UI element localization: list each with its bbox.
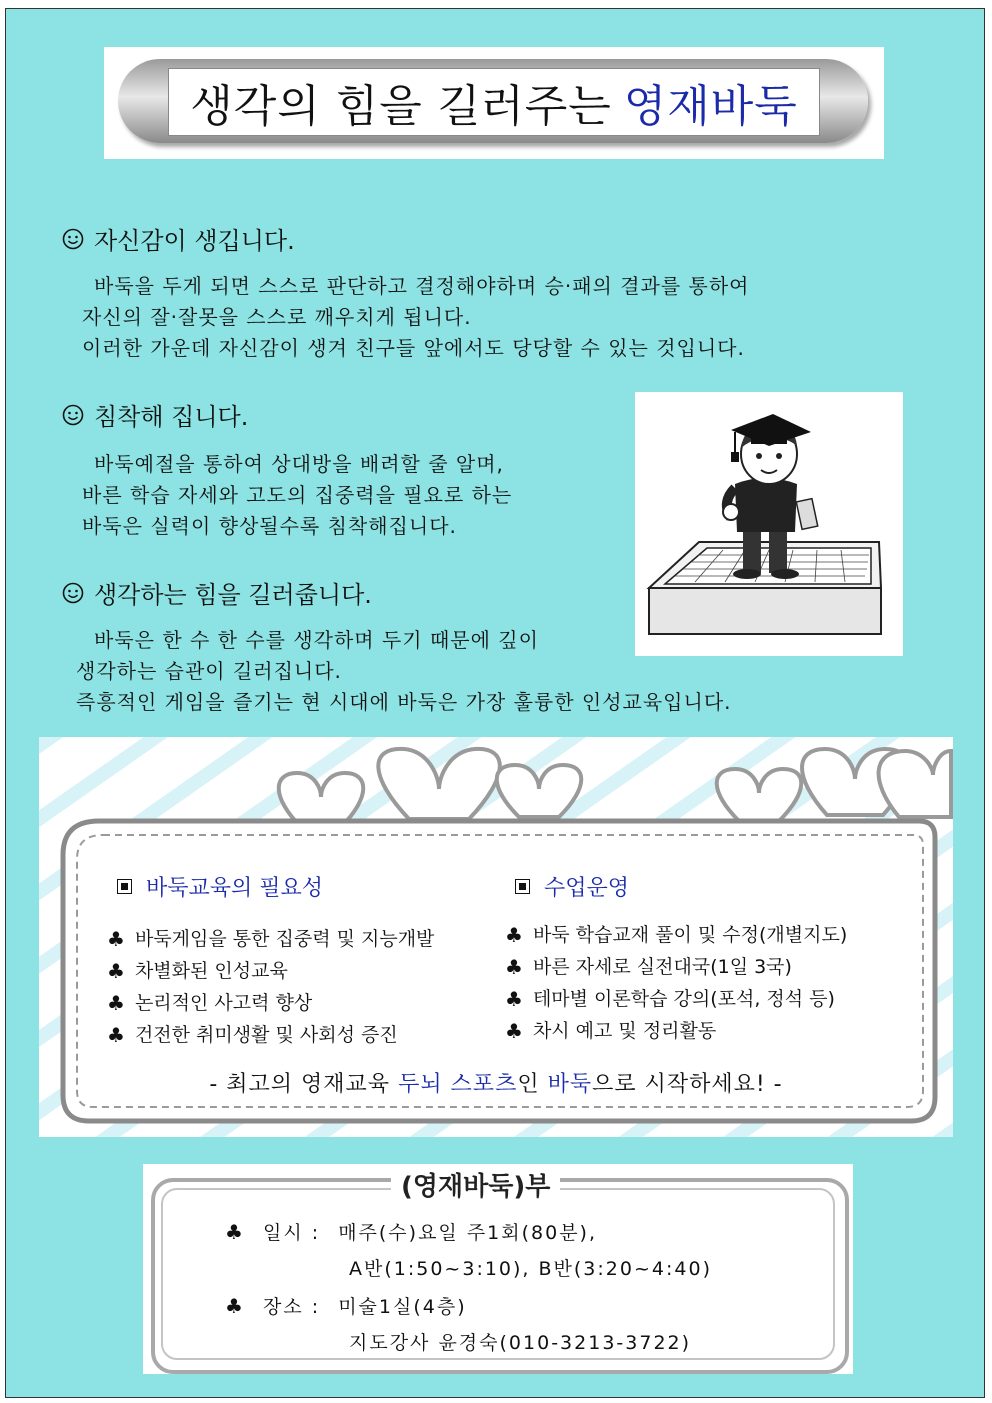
place-value: 미술1실(4층)	[338, 1296, 467, 1318]
club-icon: ♣	[505, 955, 523, 979]
item-text: 건전한 취미생활 및 사회성 증진	[134, 1024, 398, 1046]
slogan-highlight: 두뇌 스포츠	[398, 1072, 518, 1097]
item-text: 차시 예고 및 정리활동	[532, 1020, 717, 1042]
body-line: 바둑예절을 통하여 상대방을 배려할 줄 알며,	[94, 452, 504, 476]
club-icon: ♣	[505, 987, 523, 1011]
body-line: 자신의 잘·잘못을 스스로 깨우치게 됩니다.	[82, 305, 472, 329]
time-label: 일시 :	[262, 1222, 321, 1244]
heading-text: 생각하는 힘을 길러줍니다.	[94, 581, 372, 609]
list-item	[107, 1019, 434, 1051]
title-main: 생각의 힘을 길러주는	[190, 81, 612, 132]
section-body-calm	[82, 449, 512, 542]
section-heading-confidence	[62, 221, 295, 256]
club-info-box	[143, 1164, 853, 1374]
slogan-part: - 최고의 영재교육	[209, 1072, 399, 1097]
body-line: 바둑을 두게 되면 스스로 판단하고 결정해야하며 승·패의 결과를 통하여	[94, 274, 750, 298]
body-line: 바른 학습 자세와 고도의 집중력을 필요로 하는	[82, 483, 513, 507]
body-line: 생각하는 습관이 길러집니다.	[76, 659, 342, 683]
club-icon: ♣	[107, 927, 125, 951]
operation-title-text: 수업운영	[544, 876, 630, 901]
section-heading-thinking	[62, 575, 372, 610]
go-student-illustration	[635, 392, 903, 656]
section-body-thinking	[76, 625, 732, 718]
item-text: 바른 자세로 실전대국(1일 3국)	[532, 956, 792, 978]
banner-frame	[118, 59, 868, 143]
club-icon: ♣	[225, 1294, 245, 1318]
club-time-row	[225, 1218, 597, 1245]
student-on-go-board-image	[635, 392, 903, 656]
slogan	[39, 1067, 953, 1098]
club-icon: ♣	[107, 991, 125, 1015]
slogan-part: 으로 시작하세요! -	[592, 1072, 783, 1097]
list-item	[505, 951, 847, 983]
operation-list	[505, 919, 847, 1047]
club-icon: ♣	[107, 1023, 125, 1047]
section-heading-calm	[62, 397, 248, 432]
club-title: (영재바둑)부	[391, 1166, 560, 1203]
section-body-confidence	[82, 271, 750, 364]
club-icon: ♣	[107, 959, 125, 983]
body-line: 즉흥적인 게임을 즐기는 현 시대에 바둑은 가장 훌륭한 인성교육입니다.	[76, 690, 732, 714]
slogan-part: 인	[517, 1072, 548, 1097]
smile-icon	[62, 582, 84, 604]
list-item	[505, 1015, 847, 1047]
item-text: 테마별 이론학습 강의(포석, 정석 등)	[532, 988, 835, 1010]
education-info-panel	[39, 737, 953, 1137]
page-title	[168, 68, 820, 136]
slogan-highlight: 바둑	[547, 1072, 593, 1097]
title-banner	[104, 47, 884, 159]
body-line: 바둑은 한 수 한 수를 생각하며 두기 때문에 깊이	[94, 628, 539, 652]
body-line: 이러한 가운데 자신감이 생겨 친구들 앞에서도 당당할 수 있는 것입니다.	[82, 336, 745, 360]
operation-title	[515, 871, 629, 902]
time-value: 매주(수)요일 주1회(80분),	[338, 1222, 598, 1244]
item-text: 바둑 학습교재 풀이 및 수정(개별지도)	[532, 924, 848, 946]
list-item	[107, 955, 434, 987]
list-item	[107, 923, 434, 955]
heading-text: 침착해 집니다.	[94, 403, 249, 431]
instructor-info: 지도강사 윤경숙(010-3213-3722)	[349, 1332, 692, 1354]
body-line: 바둑은 실력이 향상될수록 침착해집니다.	[82, 514, 457, 538]
box-bullet-icon	[515, 879, 530, 894]
flyer-page	[5, 8, 985, 1398]
list-item	[107, 987, 434, 1019]
club-icon: ♣	[225, 1220, 245, 1244]
item-text: 바둑게임을 통한 집중력 및 지능개발	[134, 928, 435, 950]
box-bullet-icon	[117, 879, 132, 894]
club-place-row	[225, 1292, 467, 1319]
needs-list	[107, 923, 434, 1051]
smile-icon	[62, 228, 84, 250]
item-text: 논리적인 사고력 향상	[134, 992, 313, 1014]
title-accent: 영재바둑	[623, 81, 798, 132]
time-value-2: A반(1:50~3:10), B반(3:20~4:40)	[349, 1258, 712, 1280]
club-icon: ♣	[505, 923, 523, 947]
item-text: 차별화된 인성교육	[134, 960, 288, 982]
heading-text: 자신감이 생깁니다.	[94, 227, 295, 255]
needs-title	[117, 871, 323, 902]
place-label: 장소 :	[262, 1296, 321, 1318]
club-icon: ♣	[505, 1019, 523, 1043]
smile-icon	[62, 404, 84, 426]
list-item	[505, 983, 847, 1015]
list-item	[505, 919, 847, 951]
needs-title-text: 바둑교육의 필요성	[146, 876, 324, 901]
